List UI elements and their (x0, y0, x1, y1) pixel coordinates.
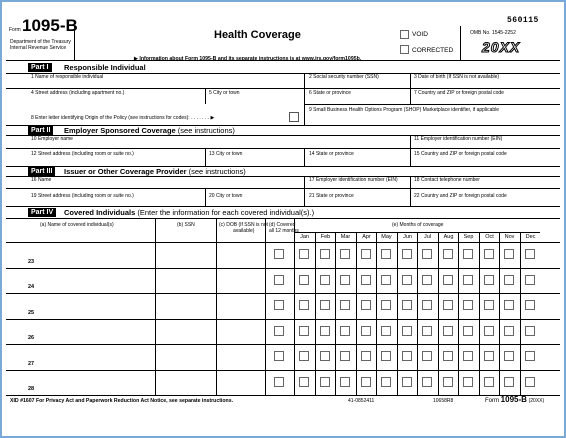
col-d-header-2: all 12 months (269, 228, 299, 234)
month-checkbox-may[interactable] (381, 300, 391, 310)
month-checkbox-aug[interactable] (443, 326, 453, 336)
month-checkbox-jun[interactable] (402, 351, 412, 361)
month-checkbox-sep[interactable] (463, 249, 473, 259)
month-checkbox-oct[interactable] (484, 377, 494, 387)
month-checkbox-jan[interactable] (299, 377, 309, 387)
month-checkbox-jul[interactable] (422, 351, 432, 361)
rule (410, 73, 411, 88)
part4-title (64, 208, 314, 217)
month-checkbox-jun[interactable] (402, 275, 412, 285)
field-18-label: 18 Contact telephone number (414, 177, 480, 183)
part2-title-note: (see instructions) (177, 126, 235, 135)
month-checkbox-aug[interactable] (443, 300, 453, 310)
footer-code: 10658R8 (433, 398, 454, 404)
omb-number: OMB No. 1545-2252 (470, 30, 516, 36)
field-15-label: 15 Country and ZIP or foreign postal code (414, 151, 507, 157)
part4-tag: Part IV (28, 208, 56, 217)
month-checkbox-dec[interactable] (525, 300, 535, 310)
month-checkbox-may[interactable] (381, 249, 391, 259)
month-header-apr: Apr (362, 234, 371, 240)
form-code: 560115 (507, 16, 539, 25)
field-8-label: 8 Enter letter identifying Origin of the Policy (see instructions for codes): . . . . . . . ▶ (31, 115, 215, 121)
month-header-jul: Jul (423, 234, 432, 240)
month-checkbox-may[interactable] (381, 377, 391, 387)
month-checkbox-jan[interactable] (299, 351, 309, 361)
month-checkbox-oct[interactable] (484, 351, 494, 361)
origin-code-input[interactable] (289, 112, 299, 122)
month-checkbox-aug[interactable] (443, 377, 453, 387)
form-label: Form (9, 27, 21, 33)
footer-notice: XID #1607 For Privacy Act and Paperwork Reduction Act Notice, see separate instructions. (10, 398, 234, 404)
form-number: 1095-B (22, 16, 78, 35)
field-7-label: 7 Country and ZIP or foreign postal code (414, 90, 504, 96)
rule (6, 293, 560, 294)
month-checkbox-sep[interactable] (463, 275, 473, 285)
month-checkbox-dec[interactable] (525, 326, 535, 336)
month-checkbox-apr[interactable] (361, 377, 371, 387)
rule (6, 319, 560, 320)
month-checkbox-feb[interactable] (320, 249, 330, 259)
col-c-header-1: (c) DOB (If SSN is not (219, 222, 268, 228)
month-header-dec: Dec (525, 234, 536, 240)
rule (6, 344, 560, 345)
col-e-header: (e) Months of coverage (392, 222, 444, 228)
rule (6, 148, 560, 149)
row-number: 23 (28, 259, 35, 265)
rule (6, 188, 560, 189)
col-b-header: (b) SSN (177, 222, 195, 228)
month-checkbox-aug[interactable] (443, 275, 453, 285)
field-3-label: 3 Date of birth (If SSN is not available) (414, 74, 500, 80)
rule (6, 242, 560, 243)
rule (304, 176, 305, 206)
header-divider-left (74, 26, 75, 60)
rule (304, 73, 305, 88)
month-checkbox-nov[interactable] (504, 249, 514, 259)
col-a-header: (a) Name of covered individual(s) (40, 222, 114, 228)
dept-line1: Department of the Treasury (10, 39, 71, 45)
rule (6, 268, 560, 269)
month-checkbox-mar[interactable] (340, 249, 350, 259)
month-checkbox-jan[interactable] (299, 326, 309, 336)
part3-title-note: (see instructions) (188, 167, 246, 176)
month-checkbox-feb[interactable] (320, 351, 330, 361)
month-checkbox-jan[interactable] (299, 249, 309, 259)
field-21-label: 21 State or province (309, 193, 354, 199)
rule (155, 218, 156, 395)
row-number: 26 (28, 335, 35, 341)
month-checkbox-apr[interactable] (361, 300, 371, 310)
month-checkbox-may[interactable] (381, 351, 391, 361)
part3-title (64, 167, 246, 176)
header-rule (6, 60, 560, 61)
month-checkbox-dec[interactable] (525, 249, 535, 259)
month-checkbox-mar[interactable] (340, 377, 350, 387)
month-checkbox-may[interactable] (381, 326, 391, 336)
row-number: 27 (28, 361, 35, 367)
covered-all-months-checkbox[interactable] (274, 249, 284, 259)
month-checkbox-nov[interactable] (504, 326, 514, 336)
month-checkbox-dec[interactable] (525, 351, 535, 361)
month-header-may: May (381, 234, 392, 240)
void-checkbox[interactable] (400, 30, 409, 39)
dept-line2: Internal Revenue Service (10, 45, 67, 51)
month-checkbox-jun[interactable] (402, 326, 412, 336)
field-2-label: 2 Social security number (SSN) (309, 74, 379, 80)
corrected-checkbox[interactable] (400, 45, 409, 54)
month-checkbox-jan[interactable] (299, 300, 309, 310)
month-checkbox-sep[interactable] (463, 377, 473, 387)
field-11-label: 11 Employer identification number (EIN) (414, 136, 503, 142)
month-checkbox-jul[interactable] (422, 300, 432, 310)
rule (205, 88, 206, 104)
field-14-label: 14 State or province (309, 151, 354, 157)
row-number: 25 (28, 310, 35, 316)
field-1-label: 1 Name of responsible individual (31, 74, 104, 80)
part1-tag: Part I (28, 63, 52, 72)
month-checkbox-apr[interactable] (361, 275, 371, 285)
month-checkbox-oct[interactable] (484, 300, 494, 310)
month-checkbox-mar[interactable] (340, 275, 350, 285)
field-6-label: 6 State or province (309, 90, 351, 96)
month-checkbox-jul[interactable] (422, 275, 432, 285)
month-header-jan: Jan (300, 234, 309, 240)
month-header-sep: Sep (463, 234, 474, 240)
month-checkbox-apr[interactable] (361, 351, 371, 361)
rule (304, 104, 560, 105)
month-checkbox-dec[interactable] (525, 275, 535, 285)
part4-title-note: (Enter the information for each covered individual(s).) (137, 208, 315, 217)
tax-year: 20XX (482, 39, 521, 55)
field-5-label: 5 City or town (209, 90, 240, 96)
rule (216, 218, 217, 395)
rule (304, 148, 305, 166)
month-checkbox-nov[interactable] (504, 377, 514, 387)
month-header-oct: Oct (485, 234, 494, 240)
footer-cat: 41-0852411 (348, 398, 375, 404)
rule (6, 370, 560, 371)
month-checkbox-jul[interactable] (422, 326, 432, 336)
part3-title-text: Issuer or Other Coverage Provider (64, 167, 187, 176)
corrected-label: CORRECTED (412, 47, 454, 54)
month-checkbox-feb[interactable] (320, 275, 330, 285)
field-9-label: 9 Small Business Health Options Program (SHOP) Marketplace identifier, if applicable (309, 107, 500, 113)
month-checkbox-mar[interactable] (340, 351, 350, 361)
month-checkbox-jan[interactable] (299, 275, 309, 285)
month-checkbox-oct[interactable] (484, 326, 494, 336)
footer-form-year: (20XX) (528, 398, 545, 404)
part1-title: Responsible Individual (64, 63, 146, 72)
month-checkbox-mar[interactable] (340, 300, 350, 310)
footer-form (485, 395, 544, 404)
part2-title-text: Employer Sponsored Coverage (64, 126, 176, 135)
rule (6, 206, 560, 207)
footer-form-number: 1095-B (500, 395, 527, 404)
covered-all-months-checkbox[interactable] (274, 275, 284, 285)
footer-form-label: Form (485, 398, 499, 404)
footer-rule (6, 395, 560, 396)
month-checkbox-jul[interactable] (422, 249, 432, 259)
month-checkbox-jul[interactable] (422, 377, 432, 387)
month-checkbox-dec[interactable] (525, 377, 535, 387)
rule (6, 218, 560, 219)
month-header-aug: Aug (443, 234, 454, 240)
month-checkbox-nov[interactable] (504, 351, 514, 361)
void-label: VOID (412, 31, 428, 38)
field-20-label: 20 City or town (209, 193, 243, 199)
col-d-header-1: (d) Covered (269, 222, 296, 228)
month-checkbox-sep[interactable] (463, 300, 473, 310)
month-header-jun: Jun (403, 234, 412, 240)
field-16-label: 16 Name (31, 177, 52, 183)
month-checkbox-oct[interactable] (484, 275, 494, 285)
month-checkbox-apr[interactable] (361, 249, 371, 259)
month-checkbox-jun[interactable] (402, 300, 412, 310)
rule (304, 88, 305, 125)
part2-tag: Part II (28, 126, 53, 135)
field-10-label: 10 Employer name (31, 136, 73, 142)
rule (205, 148, 206, 166)
covered-all-months-checkbox[interactable] (274, 326, 284, 336)
field-22-label: 22 Country and ZIP or foreign postal code (414, 193, 507, 199)
part2-title (64, 126, 235, 135)
col-c-header-2: available) (233, 228, 255, 234)
month-header-mar: Mar (340, 234, 351, 240)
month-checkbox-sep[interactable] (463, 351, 473, 361)
month-checkbox-apr[interactable] (361, 326, 371, 336)
rule (410, 176, 411, 206)
month-checkbox-nov[interactable] (504, 300, 514, 310)
month-header-feb: Feb (320, 234, 331, 240)
month-checkbox-jun[interactable] (402, 377, 412, 387)
info-line: ▶ Information about Form 1095-B and its separate instructions is at www.irs.gov/form1095b. (134, 56, 362, 62)
month-header-nov: Nov (504, 234, 515, 240)
month-checkbox-oct[interactable] (484, 249, 494, 259)
month-checkbox-may[interactable] (381, 275, 391, 285)
rule (294, 218, 295, 395)
covered-all-months-checkbox[interactable] (274, 351, 284, 361)
field-12-label: 12 Street address (including room or suite no.) (31, 151, 134, 157)
header-divider-right (460, 26, 461, 60)
field-4-label: 4 Street address (including apartment no.) (31, 90, 125, 96)
row-number: 28 (28, 386, 35, 392)
month-checkbox-jun[interactable] (402, 249, 412, 259)
field-13-label: 13 City or town (209, 151, 243, 157)
part3-tag: Part III (28, 167, 55, 176)
month-checkbox-aug[interactable] (443, 249, 453, 259)
month-checkbox-nov[interactable] (504, 275, 514, 285)
part4-title-text: Covered Individuals (64, 208, 136, 217)
month-checkbox-aug[interactable] (443, 351, 453, 361)
field-17-label: 17 Employer identification number (EIN) (309, 177, 398, 183)
rule (6, 88, 560, 89)
month-checkbox-sep[interactable] (463, 326, 473, 336)
rule (265, 218, 266, 395)
form-title: Health Coverage (214, 29, 301, 41)
covered-all-months-checkbox[interactable] (274, 300, 284, 310)
month-checkbox-feb[interactable] (320, 326, 330, 336)
field-19-label: 19 Street address (including room or suite no.) (31, 193, 134, 199)
rule (410, 135, 411, 166)
month-checkbox-mar[interactable] (340, 326, 350, 336)
row-number: 24 (28, 284, 35, 290)
month-checkbox-feb[interactable] (320, 300, 330, 310)
month-checkbox-feb[interactable] (320, 377, 330, 387)
rule (205, 188, 206, 206)
rule (410, 88, 411, 104)
covered-all-months-checkbox[interactable] (274, 377, 284, 387)
